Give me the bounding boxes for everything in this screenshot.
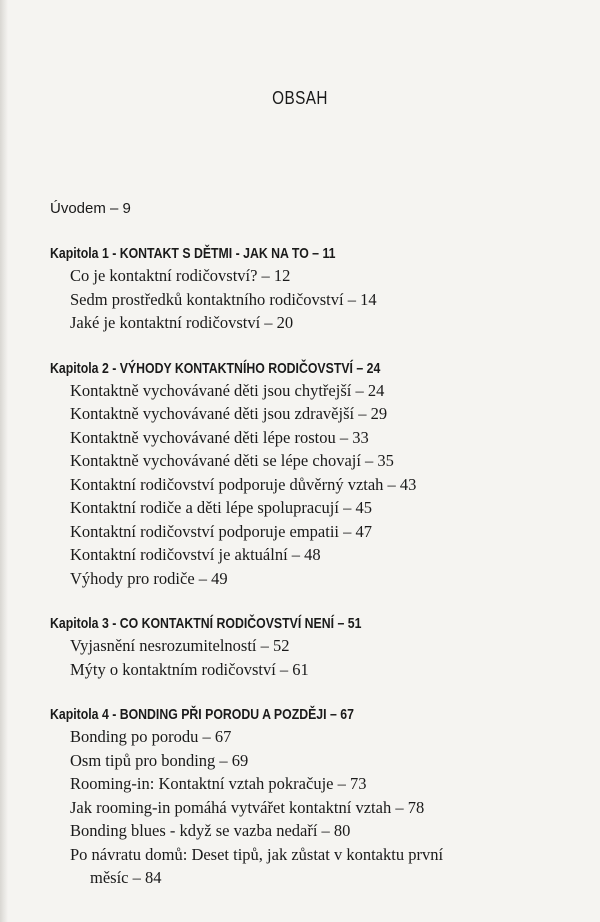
toc-entry[interactable]: Kontaktně vychovávané děti lépe rostou – 33: [70, 427, 369, 447]
chapter-label: Kapitola 3 - CO KONTAKTNÍ RODIČOVSTVÍ NENÍ – 51: [50, 615, 362, 632]
table-of-contents: [50, 198, 590, 913]
toc-entry-multiline[interactable]: [50, 843, 540, 890]
page-title: OBSAH: [272, 88, 328, 108]
toc-entry[interactable]: Vyjasnění nesrozumitelností – 52: [70, 636, 290, 655]
chapter-label: Kapitola 4 - BONDING PŘI PORODU A POZDĚJI – 67: [50, 706, 354, 723]
toc-entry[interactable]: Výhody pro rodiče – 49: [70, 568, 228, 588]
toc-entry[interactable]: Jak rooming-in pomáhá vytvářet kontaktní vztah – 78: [70, 797, 425, 817]
toc-entry[interactable]: Bonding po porodu – 67: [70, 727, 232, 746]
toc-intro[interactable]: Úvodem – 9: [50, 200, 131, 217]
chapter-2: [50, 358, 590, 591]
chapter-1: [50, 243, 590, 335]
chapter-3: [50, 613, 590, 681]
chapter-heading[interactable]: [50, 613, 590, 634]
toc-entry[interactable]: Kontaktní rodičovství je aktuální – 48: [70, 545, 321, 564]
toc-entry[interactable]: Kontaktní rodiče a děti lépe spolupracují – 45: [70, 498, 372, 517]
toc-entry[interactable]: Bonding blues - když se vazba nedaří – 80: [70, 821, 351, 840]
toc-entry[interactable]: Sedm prostředků kontaktního rodičovství – 14: [70, 289, 377, 309]
toc-entry[interactable]: Jaké je kontaktní rodičovství – 20: [70, 313, 294, 332]
toc-entry[interactable]: Kontaktní rodičovství podporuje důvěrný vztah – 43: [70, 474, 417, 494]
toc-entry[interactable]: Rooming-in: Kontaktní vztah pokračuje – 73: [70, 774, 367, 793]
page-edge: [0, 0, 8, 922]
toc-entry[interactable]: Kontaktně vychovávané děti jsou chytřejší – 24: [70, 380, 385, 400]
toc-entry-line-2: měsíc – 84: [90, 868, 162, 887]
toc-entry[interactable]: Kontaktní rodičovství podporuje empatii – 47: [70, 521, 372, 541]
chapter-4: [50, 704, 590, 890]
chapter-heading[interactable]: [50, 704, 590, 725]
toc-entry[interactable]: Mýty o kontaktním rodičovství – 61: [70, 659, 309, 679]
toc-entry-line-1: Po návratu domů: Deset tipů, jak zůstat v kontaktu první: [70, 844, 444, 864]
chapter-heading[interactable]: [50, 358, 590, 379]
chapter-label: Kapitola 1 - KONTAKT S DĚTMI - JAK NA TO – 11: [50, 245, 336, 262]
toc-entry[interactable]: Kontaktně vychovávané děti jsou zdravější – 29: [70, 404, 388, 423]
toc-entry[interactable]: Co je kontaktní rodičovství? – 12: [70, 266, 291, 285]
toc-entry[interactable]: Osm tipů pro bonding – 69: [70, 750, 249, 770]
toc-entry[interactable]: Kontaktně vychovávané děti se lépe chovají – 35: [70, 451, 394, 470]
chapter-heading[interactable]: [50, 243, 590, 264]
chapter-label: Kapitola 2 - VÝHODY KONTAKTNÍHO RODIČOVSTVÍ – 24: [50, 359, 381, 377]
